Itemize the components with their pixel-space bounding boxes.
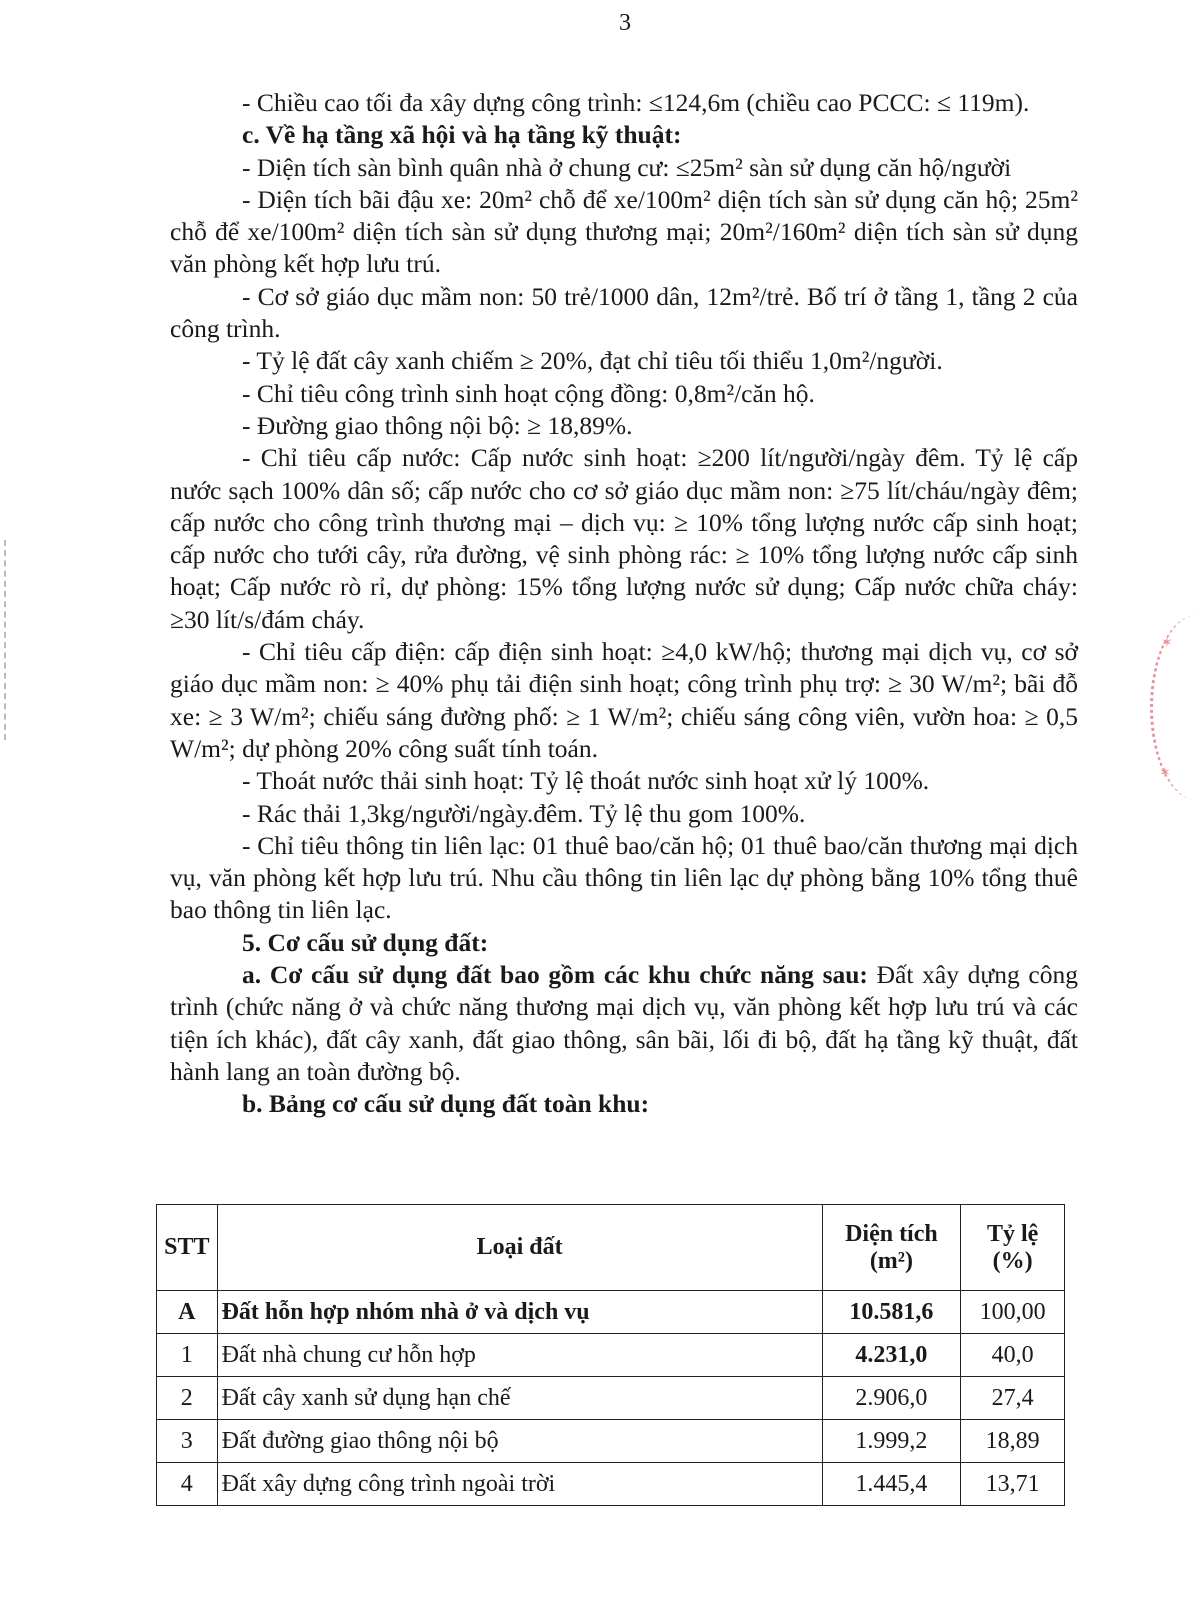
cell-stt: A: [157, 1291, 218, 1334]
cell-land-type: Đất xây dựng công trình ngoài trời: [217, 1463, 822, 1506]
heading-land-use-zones: a. Cơ cấu sử dụng đất bao gồm các khu chức năng sau:: [242, 960, 868, 990]
binding-edge: [4, 540, 8, 740]
cell-land-type: Đất hỗn hợp nhóm nhà ở và dịch vụ: [217, 1291, 822, 1334]
paragraph-floor-area: - Diện tích sàn bình quân nhà ở chung cư: ≤25m² sàn sử dụng căn hộ/người: [242, 152, 1012, 182]
header-area: [822, 1205, 961, 1291]
header-stt: STT: [157, 1205, 218, 1291]
header-area-label: Diện tích: [845, 1220, 938, 1247]
paragraph-green-land: - Tỷ lệ đất cây xanh chiếm ≥ 20%, đạt chỉ tiêu tối thiểu 1,0m²/người.: [242, 346, 943, 376]
cell-area: 2.906,0: [822, 1377, 961, 1420]
seal-mark: ✶: [1161, 636, 1173, 651]
paragraph-land-use-structure: [170, 959, 1078, 1088]
table-row: [157, 1291, 1065, 1334]
table-header-row: [157, 1205, 1065, 1291]
cell-stt: 2: [157, 1377, 218, 1420]
page-number: 3: [619, 10, 631, 36]
table-row: [157, 1463, 1065, 1506]
cell-area: 4.231,0: [822, 1334, 961, 1377]
paragraph-max-height: - Chiều cao tối đa xây dựng công trình: ≤124,6m (chiều cao PCCC: ≤ 119m).: [242, 88, 1030, 117]
table-row: [157, 1334, 1065, 1377]
land-use-zones-text: Đất xây dựng công trình (chức năng ở và chức năng thương mại dịch vụ, văn phòng kết hợp lưu trú và các tiện ích khác), đất cây xanh, đất giao thông, sân bãi, lối đi bộ, đất hạ tầng kỹ thuật, đất hành lang an toàn đường bộ.: [170, 960, 1078, 1086]
paragraph-telecom: - Chỉ tiêu thông tin liên lạc: 01 thuê bao/căn hộ; 01 thuê bao/căn thương mại dịch vụ, văn phòng kết hợp lưu trú. Nhu cầu thông tin liên lạc dự phòng bằng 10% tổng thuê bao thông tin liên lạc.: [170, 830, 1078, 925]
header-area-unit: (m²): [869, 1247, 913, 1274]
paragraph-community: - Chỉ tiêu công trình sinh hoạt cộng đồng: 0,8m²/căn hộ.: [242, 378, 815, 408]
cell-land-type: Đất đường giao thông nội bộ: [217, 1420, 822, 1463]
cell-stt: 3: [157, 1420, 218, 1463]
cell-ratio: 40,0: [961, 1334, 1065, 1377]
paragraph-power-supply: - Chỉ tiêu cấp điện: cấp điện sinh hoạt: ≥4,0 kW/hộ; thương mại dịch vụ, cơ sở giáo dục mầm non: ≥ 40% phụ tải điện sinh hoạt; công trình phụ trợ: ≥ 30 W/m²; bãi đỗ xe: ≥ 3 W/m²; chiếu sáng đường phố: ≥ 1 W/m²; chiếu sáng công viên, vườn hoa: ≥ 0,5 W/m²; dự phòng 20% công suất tính toán.: [170, 637, 1078, 763]
cell-ratio: 18,89: [961, 1420, 1065, 1463]
paragraph-water-supply: - Chỉ tiêu cấp nước: Cấp nước sinh hoạt: ≥200 lít/người/ngày đêm. Tỷ lệ cấp nước sạch 100% dân số; cấp nước cho cơ sở giáo dục mầm non: ≥75 lít/cháu/ngày đêm; cấp nước cho công trình thương mại – dịch vụ: ≥ 10% tổng lượng nước cấp sinh hoạt; cấp nước cho tưới cây, rửa đường, vệ sinh phòng rác: ≥ 10% tổng lượng nước cấp sinh hoạt; Cấp nước rò rỉ, dự phòng: 15% tổng lượng nước sử dụng; Cấp nước chữa cháy: ≥30 lít/s/đám cháy.: [170, 443, 1078, 634]
cell-ratio: 100,00: [961, 1291, 1065, 1334]
cell-stt: 1: [157, 1334, 218, 1377]
paragraph-drainage: - Thoát nước thải sinh hoạt: Tỷ lệ thoát nước sinh hoạt xử lý 100%.: [242, 766, 930, 796]
header-land-type: Loại đất: [217, 1205, 822, 1291]
table-row: [157, 1420, 1065, 1463]
document-body: [170, 87, 1078, 1121]
land-use-table: [156, 1204, 1065, 1506]
cell-ratio: 13,71: [961, 1463, 1065, 1506]
cell-area: 1.999,2: [822, 1420, 961, 1463]
header-ratio-unit: (%): [992, 1247, 1033, 1274]
cell-ratio: 27,4: [961, 1377, 1065, 1420]
cell-land-type: Đất nhà chung cư hỗn hợp: [217, 1334, 822, 1377]
paragraph-waste: - Rác thải 1,3kg/người/ngày.đêm. Tỷ lệ thu gom 100%.: [242, 798, 806, 828]
paragraph-roads: - Đường giao thông nội bộ: ≥ 18,89%.: [242, 410, 633, 440]
header-ratio: [961, 1205, 1065, 1291]
header-ratio-label: Tỷ lệ: [986, 1220, 1039, 1247]
table-title: b. Bảng cơ cấu sử dụng đất toàn khu:: [242, 1089, 650, 1119]
heading-infrastructure: c. Về hạ tầng xã hội và hạ tầng kỹ thuật:: [242, 120, 682, 150]
paragraph-kindergarten: - Cơ sở giáo dục mầm non: 50 trẻ/1000 dân, 12m²/trẻ. Bố trí ở tầng 1, tầng 2 của công trình.: [170, 281, 1078, 344]
heading-land-use: 5. Cơ cấu sử dụng đất:: [242, 927, 489, 957]
table-row: [157, 1377, 1065, 1420]
paragraph-parking: - Diện tích bãi đậu xe: 20m² chỗ để xe/100m² diện tích sàn sử dụng căn hộ; 25m² chỗ để xe/100m² diện tích sàn sử dụng thương mại; 20m²/160m² diện tích sàn sử dụng văn phòng kết hợp lưu trú.: [170, 184, 1078, 279]
cell-stt: 4: [157, 1463, 218, 1506]
cell-area: 1.445,4: [822, 1463, 961, 1506]
seal-mark: ✶: [1159, 766, 1171, 781]
cell-area: 10.581,6: [822, 1291, 961, 1334]
cell-land-type: Đất cây xanh sử dụng hạn chế: [217, 1377, 822, 1420]
red-seal-stamp: [1150, 615, 1200, 800]
